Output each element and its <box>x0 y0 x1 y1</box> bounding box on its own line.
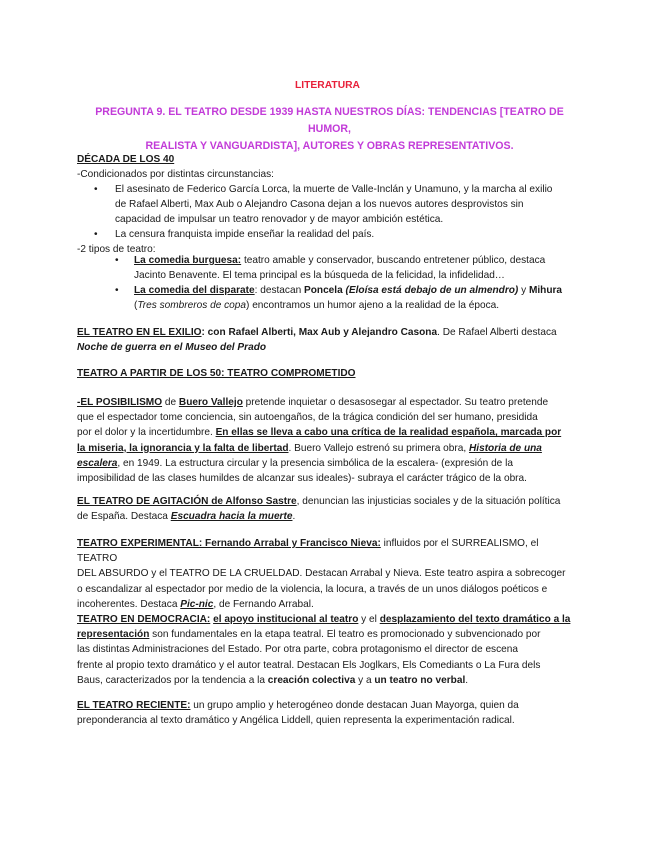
section-heading: EL TEATRO EN EL EXILIO <box>77 327 202 338</box>
text-span: , de Fernando Arrabal. <box>213 598 314 610</box>
section-50s-body <box>77 395 577 486</box>
intro-line: -Condicionados por distintas circunstancias: <box>77 169 274 181</box>
section-democracia <box>77 612 577 688</box>
section-heading: TEATRO A PARTIR DE LOS 50: TEATRO COMPROMETIDO <box>77 368 356 379</box>
bullet-text-line: La censura franquista impide enseñar la realidad del país. <box>115 229 375 240</box>
bullet-icon: • <box>115 255 119 266</box>
paragraph-line: que el espectador tome conciencia, sin autoengaños, de la trágica condición del ser humano, presidida <box>77 412 538 424</box>
tipos-line: -2 tipos de teatro: <box>77 244 156 255</box>
text-span: ( <box>134 300 138 312</box>
question-title-line: PREGUNTA 9. EL TEATRO DESDE 1939 HASTA NUESTROS DÍAS: TENDENCIAS [TEATRO DE HUMOR, <box>95 106 564 135</box>
highlight-text: desplazamiento del texto dramático a la <box>379 614 571 625</box>
text-span: Baus, caracterizados por la tendencia a la <box>77 674 268 686</box>
text-span: . <box>292 511 296 523</box>
work-title: Escuadra hacia la muerte <box>170 511 293 523</box>
text-span: de España. Destaca <box>77 511 171 523</box>
text-span: : con <box>201 327 229 338</box>
text-span: , denuncian las injusticias sociales y de la situación política <box>296 496 561 507</box>
section-50s-heading <box>77 366 577 381</box>
text-span: y a <box>355 674 375 686</box>
paragraph-line: preponderancia al texto dramático y Angélica Liddell, quien representa la experimentación radical. <box>77 715 515 727</box>
bullet-text-line: de Rafael Alberti, Max Aub o Alejandro Casona dejan a los nuevos autores desprovistos sin <box>115 199 524 211</box>
text-span: pretende inquietar o desasosegar al espectador. Su teatro pretende <box>242 397 549 408</box>
work-title: escalera <box>77 457 118 469</box>
highlight-text: la miseria, la ignorancia y la falta de libertad <box>77 442 289 454</box>
paragraph-line: frente al propio texto dramático y el autor teatral. Destacan Els Joglkars, Els Comediants o La Fura dels <box>77 659 541 671</box>
section-heading: TEATRO EN DEMOCRACIA: <box>77 614 211 625</box>
section-agitacion <box>77 494 577 524</box>
author-name: Buero Vallejo <box>178 397 243 408</box>
highlight-text: En ellas se lleva a cabo una crítica de la realidad española, marcada por <box>215 427 562 439</box>
work-title: Pic-nic <box>180 598 214 610</box>
bullet-text-line: El asesinato de Federico García Lorca, la muerte de Valle-Inclán y Unamuno, y la marcha al exilio <box>115 184 553 195</box>
text-span: teatro amable y conservador, buscando entretener público, destaca <box>241 255 546 266</box>
section-exilio <box>77 325 577 355</box>
highlight-text: el apoyo institucional al teatro <box>213 614 359 625</box>
section-heading: EL TEATRO DE AGITACIÓN de Alfonso Sastre <box>77 496 297 507</box>
section-40s <box>77 152 577 182</box>
highlight-text: representación <box>77 629 150 641</box>
comedy-title: La comedia del disparate <box>134 285 255 296</box>
work-title: (Eloísa está debajo de un almendro) <box>345 285 519 296</box>
section-heading: DÉCADA DE LOS 40 <box>77 154 175 165</box>
section-reciente <box>77 698 577 728</box>
text-span: , en 1949. La estructura circular y la presencia simbólica de la escalera- (expresión de la <box>117 457 513 469</box>
section-experimental <box>77 536 577 612</box>
text-span: . De Rafael Alberti destaca <box>437 327 557 338</box>
bullet-icon: • <box>115 285 119 296</box>
author-name: Poncela <box>304 285 343 296</box>
work-title: Historia de una <box>468 442 542 454</box>
text-span: un grupo amplio y heterogéneo donde destacan Juan Mayorga, quien da <box>190 700 519 711</box>
section-heading: EL TEATRO RECIENTE: <box>77 700 191 711</box>
text-span: . Buero Vallejo estrenó su primera obra, <box>288 442 469 454</box>
question-title <box>77 104 582 154</box>
author-name: Mihura <box>528 285 563 296</box>
text-span: y el <box>358 614 380 625</box>
work-title: Tres sombreros de copa <box>137 300 247 312</box>
highlight-text: creación colectiva <box>267 674 356 686</box>
bullet-icon: • <box>94 229 98 240</box>
question-title-line: REALISTA Y VANGUARDISTA], AUTORES Y OBRAS REPRESENTATIVOS. <box>145 139 514 152</box>
bullet-text-line: Jacinto Benavente. El tema principal es la búsqueda de la felicidad, la infidelidad… <box>134 270 505 282</box>
paragraph-line: o escandalizar al espectador por medio de la violencia, la locura, a través de un unos diálogos poéticos e <box>77 583 548 595</box>
text-span: : destacan <box>254 285 304 296</box>
text-span: incoherentes. Destaca <box>77 598 181 610</box>
comedy-title: La comedia burguesa: <box>134 255 242 266</box>
bullet-text-line: capacidad de impulsar un teatro renovador y de mayor ambición estética. <box>115 214 444 226</box>
text-span: por el dolor y la incertidumbre. <box>77 427 216 439</box>
text-span: son fundamentales en la etapa teatral. El teatro es promocionado y subvencionado por <box>149 629 541 641</box>
subsection-heading: -EL POSIBILISMO <box>77 397 163 408</box>
paragraph-line: DEL ABSURDO y el TEATRO DE LA CRUELDAD. Destacan Arrabal y Nieva. Este teatro aspira a sobrecoger <box>77 568 566 580</box>
author-names: Rafael Alberti, Max Aub y Alejandro Casona <box>228 327 438 338</box>
text-span: . <box>465 674 469 686</box>
text-span: influidos por el SURREALISMO, el TEATRO <box>77 538 539 565</box>
work-title: Noche de guerra en el Museo del Prado <box>77 342 267 354</box>
paragraph-line: imposibilidad de las clases humildes de alcanzar sus ideales)- subraya el carácter trágico de la obra. <box>77 473 527 485</box>
subject-title: LITERATURA <box>294 80 360 91</box>
bullet-icon: • <box>94 184 98 195</box>
text-span: y <box>518 285 529 296</box>
text-span: de <box>162 397 179 408</box>
paragraph-line: las distintas Administraciones del Estado. Por otra parte, cobra protagonismo el director de escena <box>77 644 518 656</box>
text-span: ) encontramos un humor ajeno a la realidad de la época. <box>246 300 500 312</box>
highlight-text: un teatro no verbal <box>374 674 466 686</box>
section-heading: TEATRO EXPERIMENTAL: Fernando Arrabal y Francisco Nieva: <box>77 538 381 549</box>
